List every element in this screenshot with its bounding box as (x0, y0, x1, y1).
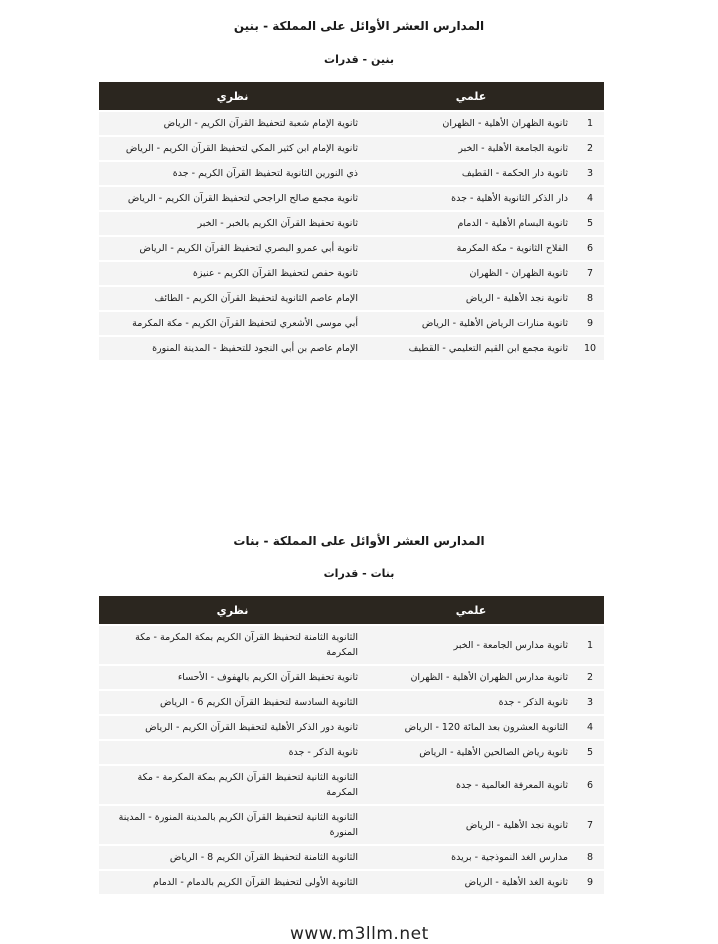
girls-table (99, 594, 604, 896)
table-row (99, 112, 604, 135)
table-row (99, 287, 604, 310)
literary-school: ثانوية أبي عمرو البصري لتحفيظ القرآن الكريم - الرياض (99, 237, 366, 260)
table-row (99, 162, 604, 185)
scientific-school: الفلاح الثانوية - مكة المكرمة (366, 237, 576, 260)
literary-school: ذي النورين الثانوية لتحفيظ القرآن الكريم - جدة (99, 162, 366, 185)
scientific-school: ثانوية مجمع ابن القيم التعليمي - القطيف (366, 337, 576, 360)
header-number (576, 596, 604, 624)
literary-school: الإمام عاصم الثانوية لتحفيظ القرآن الكريم - الطائف (99, 287, 366, 310)
row-number: 9 (576, 871, 604, 894)
row-number: 10 (576, 337, 604, 360)
row-number: 1 (576, 626, 604, 664)
scientific-school: ثانوية رياض الصالحين الأهلية - الرياض (366, 741, 576, 764)
table-row (99, 187, 604, 210)
row-number: 5 (576, 212, 604, 235)
row-number: 4 (576, 187, 604, 210)
scientific-school: ثانوية منارات الرياض الأهلية - الرياض (366, 312, 576, 335)
scientific-school: ثانوية البسام الأهلية - الدمام (366, 212, 576, 235)
literary-school: الثانوية الثامنة لتحفيظ القرآن الكريم بمكة المكرمة - مكة المكرمة (99, 626, 366, 664)
scientific-school: ثانوية المعرفة العالمية - جدة (366, 766, 576, 804)
row-number: 6 (576, 766, 604, 804)
table-row (99, 312, 604, 335)
scientific-school: ثانوية نجد الأهلية - الرياض (366, 806, 576, 844)
scientific-school: ثانوية مدارس الظهران الأهلية - الظهران (366, 666, 576, 689)
table-row (99, 337, 604, 360)
literary-school: ثانوية الذكر - جدة (99, 741, 366, 764)
literary-school: الثانوية الثانية لتحفيظ القرآن الكريم بمكة المكرمة - مكة المكرمة (99, 766, 366, 804)
table-row (99, 766, 604, 804)
literary-school: الثانوية الثامنة لتحفيظ القرآن الكريم 8 - الرياض (99, 846, 366, 869)
scientific-school: ثانوية الذكر - جدة (366, 691, 576, 714)
row-number: 5 (576, 741, 604, 764)
scientific-school: الثانوية العشرون بعد المائة 120 - الرياض (366, 716, 576, 739)
row-number: 8 (576, 846, 604, 869)
scientific-school: دار الذكر الثانوية الأهلية - جدة (366, 187, 576, 210)
table-row (99, 846, 604, 869)
table-row (99, 212, 604, 235)
header-literary: نظري (99, 82, 366, 110)
row-number: 1 (576, 112, 604, 135)
boys-table (99, 80, 604, 362)
scientific-school: ثانوية الغد الأهلية - الرياض (366, 871, 576, 894)
literary-school: ثانوية الإمام شعبة لتحفيظ القرآن الكريم - الرياض (99, 112, 366, 135)
literary-school: ثانوية مجمع صالح الراجحي لتحفيظ القرآن الكريم - الرياض (99, 187, 366, 210)
row-number: 3 (576, 691, 604, 714)
scientific-school: ثانوية نجد الأهلية - الرياض (366, 287, 576, 310)
header-number (576, 82, 604, 110)
header-scientific: علمي (366, 596, 576, 624)
literary-school: ثانوية الإمام ابن كثير المكي لتحفيظ القرآن الكريم - الرياض (99, 137, 366, 160)
row-number: 9 (576, 312, 604, 335)
table-row (99, 626, 604, 664)
table-row (99, 806, 604, 844)
literary-school: ثانوية تحفيظ القرآن الكريم بالخبر - الخبر (99, 212, 366, 235)
row-number: 8 (576, 287, 604, 310)
table-row (99, 871, 604, 894)
literary-school: الثانوية الأولى لتحفيظ القرآن الكريم بالدمام - الدمام (99, 871, 366, 894)
table-row (99, 137, 604, 160)
row-number: 3 (576, 162, 604, 185)
literary-school: ثانوية حفص لتحفيظ القرآن الكريم - عنيزة (99, 262, 366, 285)
row-number: 2 (576, 137, 604, 160)
literary-school: ثانوية تحفيظ القرآن الكريم بالهفوف - الأحساء (99, 666, 366, 689)
boys-subtitle: بنين - قدرات (324, 53, 394, 66)
table-row (99, 741, 604, 764)
table-row (99, 262, 604, 285)
literary-school: الثانوية السادسة لتحفيظ القرآن الكريم 6 - الرياض (99, 691, 366, 714)
scientific-school: ثانوية الجامعة الأهلية - الخبر (366, 137, 576, 160)
header-literary: نظري (99, 596, 366, 624)
scientific-school: ثانوية مدارس الجامعة - الخبر (366, 626, 576, 664)
girls-subtitle: بنات - قدرات (323, 567, 395, 580)
scientific-school: مدارس الغد النموذجية - بريدة (366, 846, 576, 869)
table-header-row (99, 596, 604, 624)
literary-school: ثانوية دور الذكر الأهلية لتحفيظ القرآن الكريم - الرياض (99, 716, 366, 739)
literary-school: الثانوية الثانية لتحفيظ القرآن الكريم بالمدينة المنورة - المدينة المنورة (99, 806, 366, 844)
girls-title: المدارس العشر الأوائل على المملكة - بنات (233, 534, 485, 548)
table-header-row (99, 82, 604, 110)
header-scientific: علمي (366, 82, 576, 110)
row-number: 4 (576, 716, 604, 739)
table-row (99, 716, 604, 739)
row-number: 6 (576, 237, 604, 260)
row-number: 7 (576, 806, 604, 844)
row-number: 2 (576, 666, 604, 689)
scientific-school: ثانوية الظهران - الظهران (366, 262, 576, 285)
watermark: www.m3llm.net (290, 924, 429, 944)
scientific-school: ثانوية الظهران الأهلية - الظهران (366, 112, 576, 135)
boys-title: المدارس العشر الأوائل على المملكة - بنين (233, 19, 485, 33)
table-row (99, 666, 604, 689)
literary-school: أبي موسى الأشعري لتحفيظ القرآن الكريم - مكة المكرمة (99, 312, 366, 335)
literary-school: الإمام عاصم بن أبي النجود للتحفيظ - المدينة المنورة (99, 337, 366, 360)
row-number: 7 (576, 262, 604, 285)
table-row (99, 237, 604, 260)
table-row (99, 691, 604, 714)
scientific-school: ثانوية دار الحكمة - القطيف (366, 162, 576, 185)
